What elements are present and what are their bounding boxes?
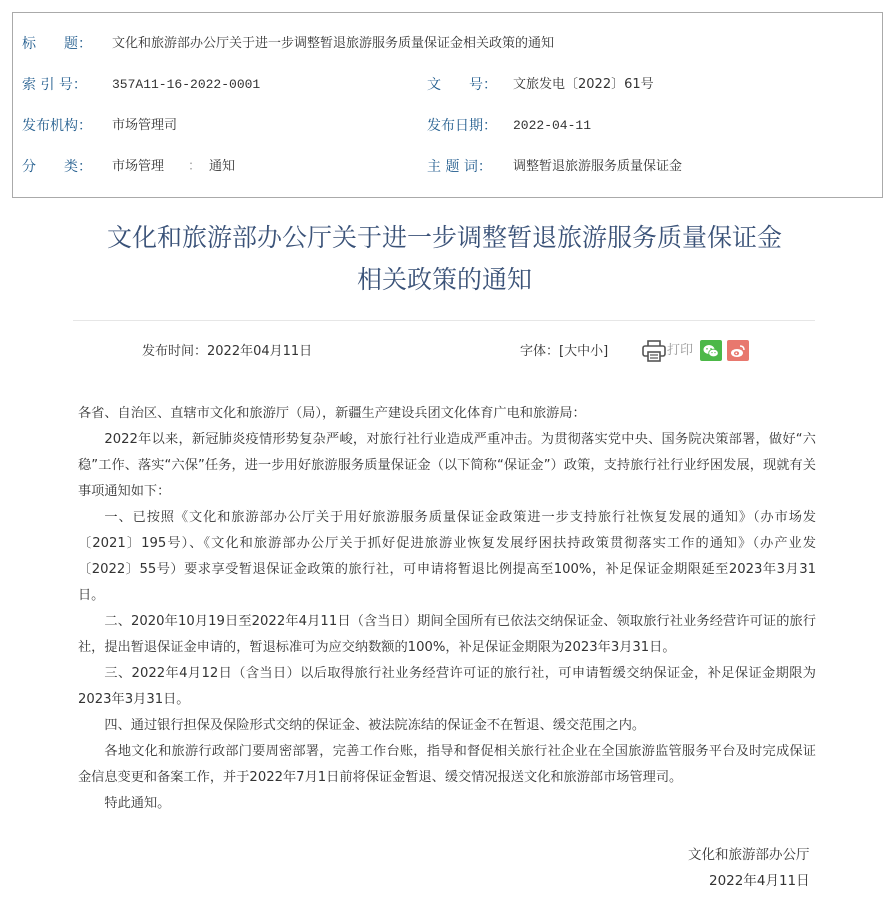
- wechat-icon: [703, 344, 719, 358]
- meta-date-label: 发布日期：: [427, 118, 497, 134]
- meta-docno-label: 文 号：: [427, 77, 497, 93]
- meta-index-value: 357A11-16-2022-0001: [112, 77, 261, 92]
- paragraph-item-2: 二、2020年10月19日至2022年4月11日（含当日）期间全国所有已依法交纳保证金、领取旅行社业务经营许可证的旅行社，提出暂退保证金申请的，暂退标准可为应交纳数额的100%，补足保证金期限为2023年3月31日。: [78, 614, 816, 655]
- article-title-line-2: 相关政策的通知: [356, 265, 532, 294]
- share-wechat-button[interactable]: [700, 340, 722, 361]
- meta-org-label: 发布机构：: [22, 118, 92, 134]
- meta-title-label: 标 题：: [22, 36, 92, 52]
- share-weibo-button[interactable]: [727, 340, 749, 361]
- font-large-button[interactable]: 大: [564, 344, 578, 359]
- font-medium-button[interactable]: 中: [577, 344, 591, 359]
- meta-category-value-2: 通知: [209, 159, 236, 174]
- font-bracket-open: [: [559, 344, 565, 359]
- article-title-line-1: 文化和旅游部办公厅关于进一步调整暂退旅游服务质量保证金: [106, 223, 782, 252]
- print-icon[interactable]: [642, 340, 666, 362]
- paragraph-instructions: 各地文化和旅游行政部门要周密部署，完善工作台账，指导和督促相关旅行社企业在全国旅游监管服务平台及时完成保证金信息变更和备案工作，并于2022年7月1日前将保证金暂退、缓交情况报送文化和旅游部市场管理司。: [78, 744, 816, 785]
- font-size-label: 字体：: [520, 344, 560, 359]
- publish-time: 发布时间：2022年04月11日: [142, 344, 313, 359]
- title-divider: [73, 320, 815, 321]
- paragraph-item-4: 四、通过银行担保及保险形式交纳的保证金、被法院冻结的保证金不在暂退、缓交范围之内。: [104, 718, 646, 733]
- signature-date: 2022年4月11日: [709, 873, 810, 889]
- meta-category-label: 分 类：: [22, 159, 92, 175]
- salutation: 各省、自治区、直辖市文化和旅游厅（局），新疆生产建设兵团文化体育广电和旅游局：: [78, 406, 586, 421]
- weibo-icon: [730, 344, 746, 358]
- paragraph-intro: 2022年以来，新冠肺炎疫情形势复杂严峻，对旅行社行业造成严重冲击。为贯彻落实党中央、国务院决策部署，做好“六稳”工作、落实“六保”任务，进一步用好旅游服务质量保证金（以下简称“保证金”）政策，支持旅行社行业纾困发展，现就有关事项通知如下：: [78, 432, 816, 499]
- meta-keywords-label: 主 题 词：: [427, 159, 492, 175]
- meta-docno-value: 文旅发电〔2022〕61号: [513, 77, 654, 92]
- paragraph-closing: 特此通知。: [104, 796, 171, 811]
- signature-org: 文化和旅游部办公厅: [688, 847, 810, 863]
- font-size-control: [520, 340, 608, 364]
- meta-org-value: 市场管理司: [112, 118, 178, 133]
- print-button[interactable]: 打印: [667, 343, 694, 358]
- meta-category-value-1: 市场管理: [112, 159, 165, 174]
- article-body: [78, 401, 816, 817]
- paragraph-item-1: 一、已按照《文化和旅游部办公厅关于用好旅游服务质量保证金政策进一步支持旅行社恢复发展的通知》（办市场发〔2021〕195号）、《文化和旅游部办公厅关于抓好促进旅游业恢复发展纾困扶持政策贯彻落实工作的通知》（办产业发〔2022〕55号）要求享受暂退保证金政策的旅行社，可申请将暂退比例提高至100%，补足保证金期限延至2023年3月31日。: [78, 510, 816, 603]
- meta-title-value: 文化和旅游部办公厅关于进一步调整暂退旅游服务质量保证金相关政策的通知: [112, 36, 555, 51]
- font-small-button[interactable]: 小: [590, 344, 604, 359]
- meta-date-value: 2022-04-11: [513, 118, 592, 133]
- font-bracket-close: ]: [603, 344, 609, 359]
- paragraph-item-3: 三、2022年4月12日（含当日）以后取得旅行社业务经营许可证的旅行社，可申请暂缓交纳保证金，补足保证金期限为2023年3月31日。: [78, 666, 816, 707]
- meta-category-separator: ：: [188, 159, 202, 174]
- meta-keywords-value: 调整暂退旅游服务质量保证金: [513, 159, 683, 174]
- meta-index-label: 索 引 号：: [22, 77, 87, 93]
- metadata-box: [12, 12, 883, 198]
